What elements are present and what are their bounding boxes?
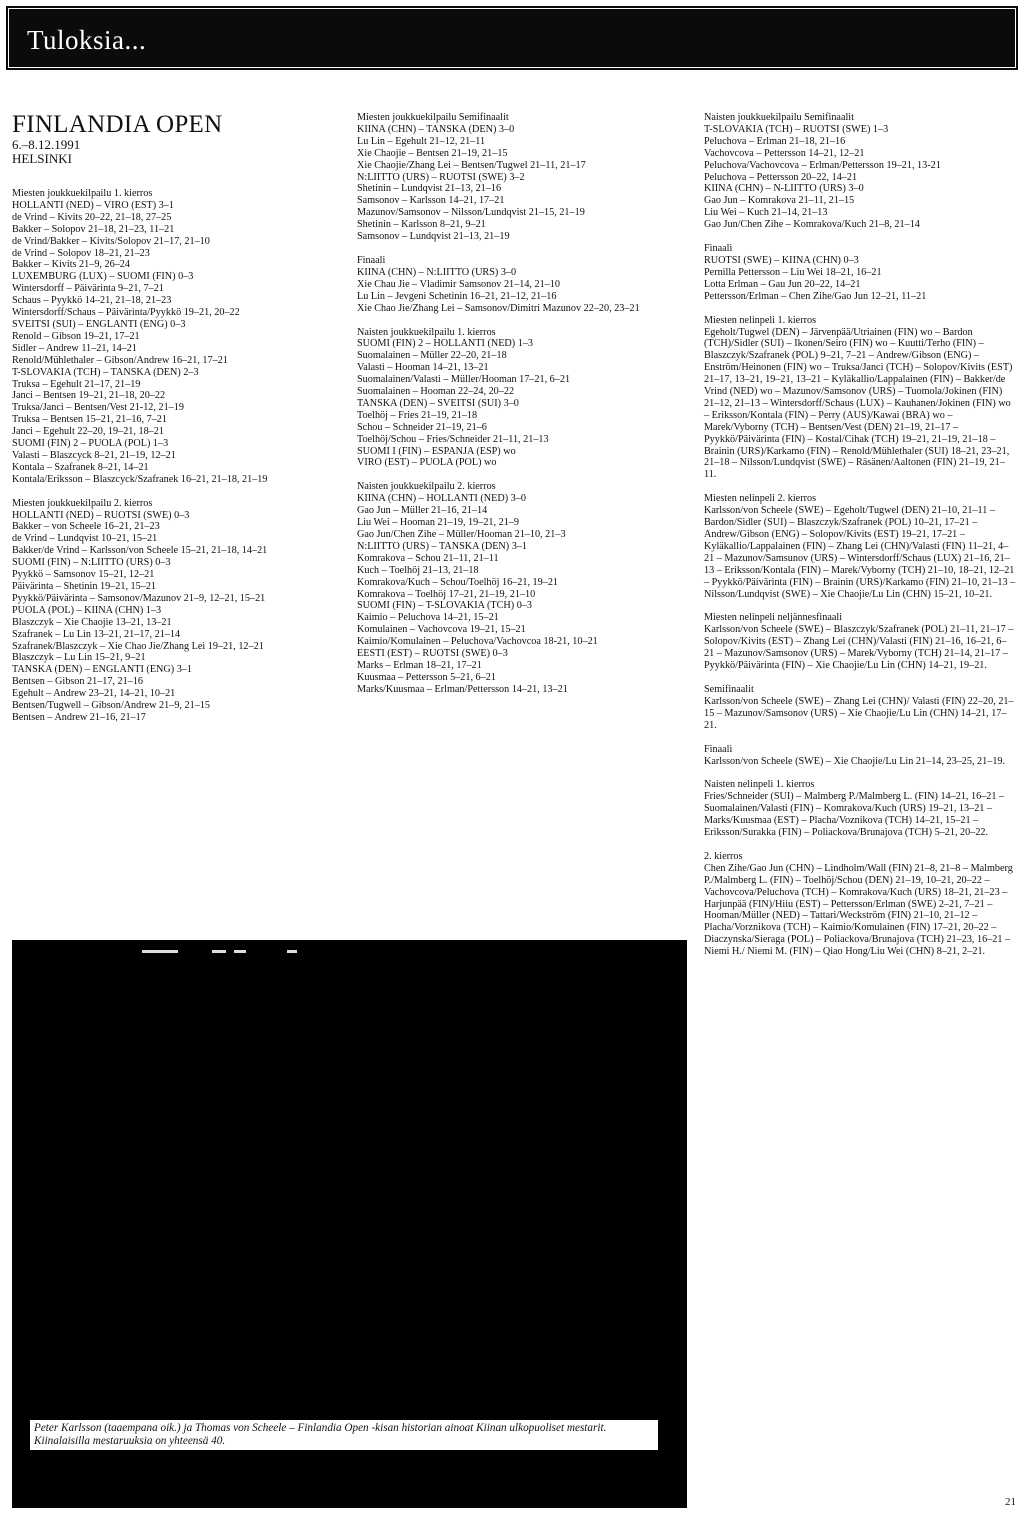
result-line: KIINA (CHN) – N:LIITTO (URS) 3–0 xyxy=(357,266,517,278)
result-line: Lu Lin – Jevgeni Schetinin 16–21, 21–12, 21–16 xyxy=(357,290,557,302)
result-line: de Vrind – Lundqvist 10–21, 15–21 xyxy=(12,533,158,545)
result-line: Komrakova – Toelhöj 17–21, 21–19, 21–10 xyxy=(357,588,536,600)
result-line: de Vrind/Bakker – Kivits/Solopov 21–17, 21–10 xyxy=(12,235,210,247)
result-line: Kontala/Eriksson – Blaszcyck/Szafranek 16–21, 21–18, 21–19 xyxy=(12,473,268,485)
result-line: Samsonov – Karlsson 14–21, 17–21 xyxy=(357,195,505,207)
result-line: Valasti – Hooman 14–21, 13–21 xyxy=(357,362,489,374)
result-line: Truksa – Bentsen 15–21, 21–16, 7–21 xyxy=(12,414,167,426)
result-line: Suomalainen – Müller 22–20, 21–18 xyxy=(357,350,507,362)
result-line: Komulainen – Vachovcova 19–21, 15–21 xyxy=(357,624,526,636)
result-line: Komrakova – Schou 21–11, 21–11 xyxy=(357,552,499,564)
result-line: Bakker – Kivits 21–9, 26–24 xyxy=(12,259,130,271)
photo-speck xyxy=(142,950,178,953)
result-line: Valasti – Blaszcyck 8–21, 21–19, 12–21 xyxy=(12,449,176,461)
result-line: Pyykkö/Päivärinta – Samsonov/Mazunov 21–9, 12–21, 15–21 xyxy=(12,592,266,604)
result-line: Egeholt/Tugwel (DEN) – Järvenpää/Utriainen (FIN) wo – Bardon (TCH)/Sidler (SUI) – Ikonen/Seiro (FIN) wo – Kuutti/Terho (FIN) – Blaszczyk/Szafranek (POL) 9–21, 7–21 – Andrew/Gibson (ENG) – Enström/Heinonen (FIN) wo – Truksa/Janci (TCH) – Solopov/Kivits (EST) 21–17, 13–21, 19–21, 13–21 – Kyläkallio/Lappalainen (FIN) – Bakker/de Vrind (NED) wo – Mazunov/Samsonov (URS) – Tuomola/Jokinen (FIN) 21–12, 21–13 – Wintersdorff/Schaus (LUX) – Kauhanen/Jokinen (FIN) wo – Eriksson/Kontala (FIN) – Perry (AUS)/Kawai (BRA) wo – Marek/Vyborny (TCH) – Bentsen/Vest (DEN) 21–19, 21–17 – Pyykkö/Päivärinta (FIN) – Kostal/Cihak (TCH) 19–21, 21–19, 21–18 – Brainin (URS)/Karkamo (FIN) – Renold/Mühlethaler (SUI) 18–21, 23–21, 21–18 – Nilsson/Lundqvist (SWE) – Räsänen/Aaltonen (FIN) 21–19, 21–11. xyxy=(704,326,1013,481)
results-section xyxy=(357,112,677,243)
result-line: Suomalainen – Hooman 22–24, 20–22 xyxy=(357,386,515,398)
result-line: Suomalainen/Valasti – Müller/Hooman 17–21, 6–21 xyxy=(357,374,571,386)
result-line: Kaimio – Peluchova 14–21, 15–21 xyxy=(357,612,499,624)
result-line: Schaus – Pyykkö 14–21, 21–18, 21–23 xyxy=(12,295,172,307)
result-line: Vachovcova – Pettersson 14–21, 12–21 xyxy=(704,147,865,159)
results-column-2 xyxy=(357,112,677,696)
result-line: Kaimio/Komulainen – Peluchova/Vachovcoa 18-21, 10–21 xyxy=(357,636,598,648)
result-line: RUOTSI (SWE) – KIINA (CHN) 0–3 xyxy=(704,254,859,266)
result-line: N:LIITTO (URS) – TANSKA (DEN) 3–1 xyxy=(357,540,528,552)
result-line: Päivärinta – Shetinin 19–21, 15–21 xyxy=(12,581,157,592)
section-title: 2. kierros xyxy=(704,850,743,862)
result-line: Blaszczyk – Xie Chaojie 13–21, 13–21 xyxy=(12,616,172,628)
results-section xyxy=(704,851,1016,958)
results-section xyxy=(704,684,1016,732)
section-title: Naisten joukkuekilpailu Semifinaalit xyxy=(704,112,854,123)
col1-sections xyxy=(12,188,330,724)
result-line: SUOMI (FIN) 2 – PUOLA (POL) 1–3 xyxy=(12,438,169,450)
result-line: Schou – Schneider 21–19, 21–6 xyxy=(357,421,487,433)
results-section xyxy=(704,243,1016,303)
results-column-1 xyxy=(12,112,330,724)
result-line: LUXEMBURG (LUX) – SUOMI (FIN) 0–3 xyxy=(12,271,194,283)
results-section xyxy=(704,779,1016,839)
result-line: Peluchova/Vachovcova – Erlman/Pettersson 19–21, 13-21 xyxy=(704,159,941,171)
result-line: Karlsson/von Scheele (SWE) – Egeholt/Tugwel (DEN) 21–10, 21–11 – Bardon/Sidler (SUI) – Blaszczyk/Szafranek (POL) 10–21, 17–21 – Andrew/Gibson (ENG) – Solopov/Kivits (EST) 19–21, 17–21 – Kyläkallio/Lappalainen (FIN) – Zhang Lei (CHN)/Valasti (FIN) 11–21, 4–21 – Mazunov/Samsunov (URS) – Wintersdorff/Schaus (LUX) 21–16, 21–13 – Eriksson/Kontala (FIN) – Marek/Vyborny (TCH) 21–10, 18–21, 12–21 – Pyykkö/Päivärinta (FIN) – Brainin (URS)/Karkamo (FIN) 21–10, 21–13 – Nilsson/Lundqvist (SWE) – Xie Chaojie/Lu Lin (CHN) 15–21, 10–21. xyxy=(704,505,1016,600)
section-title: Semifinaalit xyxy=(704,683,754,695)
page-number: 21 xyxy=(1005,1496,1016,1508)
results-section xyxy=(704,612,1016,672)
photo-speck xyxy=(287,950,297,953)
result-line: KIINA (CHN) – N-LIITTO (URS) 3–0 xyxy=(704,183,864,195)
result-line: Wintersdorff – Päivärinta 9–21, 7–21 xyxy=(12,283,164,295)
result-line: Liu Wei – Kuch 21–14, 21–13 xyxy=(704,207,828,219)
result-line: SUOMI (FIN) – T-SLOVAKIA (TCH) 0–3 xyxy=(357,600,532,612)
result-line: Lotta Erlman – Gau Jun 20–22, 14–21 xyxy=(704,278,861,290)
section-title: Miesten joukkuekilpailu 1. kierros xyxy=(12,188,153,199)
result-line: Szafranek/Blaszczyk – Xie Chao Jie/Zhang Lei 19–21, 12–21 xyxy=(12,640,264,652)
result-line: Xie Chaojie/Zhang Lei – Bentsen/Tugwel 21–11, 21–17 xyxy=(357,159,586,171)
result-line: TANSKA (DEN) – ENGLANTI (ENG) 3–1 xyxy=(12,664,192,676)
results-section xyxy=(704,493,1016,600)
results-section xyxy=(357,481,677,695)
result-line: Karlsson/von Scheele (SWE) – Blaszczyk/Szafranek (POL) 21–11, 21–17 – Solopov/Kivits (EST) – Zhang Lei (CHN)/Valasti (FIN) 21–16, 16–21, 6–21 – Mazunov/Samsonov (URS) – Marek/Vyborny (TCH) 21–14, 21–17 – Pyykkö/Päivärinta (FIN) – Xie Chaojie/Lu Lin (CHN) 14–21, 19–21. xyxy=(704,624,1014,672)
result-line: TANSKA (DEN) – SVEITSI (SUI) 3–0 xyxy=(357,397,519,409)
results-section xyxy=(704,744,1016,768)
result-line: de Vrind – Kivits 20–22, 21–18, 27–25 xyxy=(12,211,172,223)
result-line: Renold/Mühlethaler – Gibson/Andrew 16–21, 17–21 xyxy=(12,354,228,366)
page-header xyxy=(8,8,1016,68)
result-line: Karlsson/von Scheele (SWE) – Zhang Lei (CHN)/ Valasti (FIN) 22–20, 21–15 – Mazunov/Samsonov (URS) – Xie Chaojie/Lu Lin (CHN) 14–21, 17–21. xyxy=(704,695,1014,731)
result-line: Bentsen – Gibson 21–17, 21–16 xyxy=(12,676,144,688)
result-line: Gao Jun/Chen Zihe – Komrakova/Kuch 21–8, 21–14 xyxy=(704,219,920,231)
result-line: Gao Jun – Müller 21–16, 21–14 xyxy=(357,505,488,517)
section-title: Miesten nelinpeli 2. kierros xyxy=(704,493,817,505)
result-line: Truksa – Egehult 21–17, 21–19 xyxy=(12,378,141,390)
results-column-3 xyxy=(704,112,1016,958)
result-line: HOLLANTI (NED) – VIRO (EST) 3–1 xyxy=(12,199,174,211)
result-line: Kontala – Szafranek 8–21, 14–21 xyxy=(12,461,149,473)
result-line: EESTI (EST) – RUOTSI (SWE) 0–3 xyxy=(357,648,508,660)
result-line: Pyykkö – Samsonov 15–21, 12–21 xyxy=(12,569,155,581)
result-line: Gao Jun/Chen Zihe – Müller/Hooman 21–10, 21–3 xyxy=(357,529,566,540)
result-line: Toelhöj/Schou – Fries/Schneider 21–11, 21–13 xyxy=(357,433,549,445)
result-line: Truksa/Janci – Bentsen/Vest 21-12, 21–19 xyxy=(12,402,184,414)
result-line: N:LIITTO (URS) – RUOTSI (SWE) 3–2 xyxy=(357,171,525,183)
result-line: de Vrind – Solopov 18–21, 21–23 xyxy=(12,247,150,259)
result-line: Kuusmaa – Pettersson 5–21, 6–21 xyxy=(357,671,496,683)
photo-speck xyxy=(234,950,246,953)
photo xyxy=(12,940,687,1508)
section-title: Finaali xyxy=(704,743,733,755)
result-line: Xie Chau Jie – Vladimir Samsonov 21–14, 21–10 xyxy=(357,278,560,290)
result-line: T-SLOVAKIA (TCH) – RUOTSI (SWE) 1–3 xyxy=(704,123,889,135)
results-section xyxy=(704,315,1016,482)
result-line: Bentsen/Tugwell – Gibson/Andrew 21–9, 21–15 xyxy=(12,700,210,712)
result-line: Gao Jun – Komrakova 21–11, 21–15 xyxy=(704,195,855,207)
section-title: Miesten joukkuekilpailu Semifinaalit xyxy=(357,112,509,123)
results-section xyxy=(357,255,677,315)
tournament-city: HELSINKI xyxy=(12,151,72,166)
result-line: SUOMI (FIN) – N:LIITTO (URS) 0–3 xyxy=(12,557,171,569)
result-line: SUOMI I (FIN) – ESPANJA (ESP) wo xyxy=(357,445,516,457)
results-section xyxy=(357,327,677,470)
result-line: Szafranek – Lu Lin 13–21, 21–17, 21–14 xyxy=(12,628,181,640)
result-line: Sidler – Andrew 11–21, 14–21 xyxy=(12,342,137,354)
result-line: Marks – Erlman 18–21, 17–21 xyxy=(357,659,482,671)
section-title: Naisten joukkuekilpailu 1. kierros xyxy=(357,326,496,338)
result-line: Toelhöj – Fries 21–19, 21–18 xyxy=(357,409,478,421)
result-line: SUOMI (FIN) 2 – HOLLANTI (NED) 1–3 xyxy=(357,338,533,350)
result-line: Kuch – Toelhöj 21–13, 21–18 xyxy=(357,564,479,576)
header-title: Tuloksia... xyxy=(27,25,147,55)
result-line: Marks/Kuusmaa – Erlman/Pettersson 14–21, 13–21 xyxy=(357,683,568,695)
result-line: Blaszczyk – Lu Lin 15–21, 9–21 xyxy=(12,652,146,664)
results-section xyxy=(12,498,330,724)
section-title: Finaali xyxy=(357,254,386,266)
result-line: Bakker/de Vrind – Karlsson/von Scheele 15–21, 21–18, 14–21 xyxy=(12,545,268,557)
results-section xyxy=(12,188,330,486)
result-line: Liu Wei – Hooman 21–19, 19–21, 21–9 xyxy=(357,517,519,529)
result-line: Pernilla Pettersson – Liu Wei 18–21, 16–21 xyxy=(704,266,882,278)
result-line: T-SLOVAKIA (TCH) – TANSKA (DEN) 2–3 xyxy=(12,366,199,378)
result-line: Xie Chaojie – Bentsen 21–19, 21–15 xyxy=(357,147,508,159)
section-title: Naisten joukkuekilpailu 2. kierros xyxy=(357,481,496,493)
result-line: VIRO (EST) – PUOLA (POL) wo xyxy=(357,457,497,469)
tournament-title: FINLANDIA OPEN xyxy=(12,111,223,138)
result-line: PUOLA (POL) – KIINA (CHN) 1–3 xyxy=(12,604,162,616)
result-line: Wintersdorff/Schaus – Päivärinta/Pyykkö 19–21, 20–22 xyxy=(12,307,240,319)
section-title: Miesten nelinpeli 1. kierros xyxy=(704,314,817,326)
result-line: Lu Lin – Egehult 21–12, 21–11 xyxy=(357,135,486,147)
result-line: HOLLANTI (NED) – RUOTSI (SWE) 0–3 xyxy=(12,509,190,521)
result-line: SVEITSI (SUI) – ENGLANTI (ENG) 0–3 xyxy=(12,318,186,330)
results-section xyxy=(704,112,1016,231)
result-line: KIINA (CHN) – HOLLANTI (NED) 3–0 xyxy=(357,493,526,505)
col3-sections xyxy=(704,112,1016,958)
result-line: Bakker – von Scheele 16–21, 21–23 xyxy=(12,521,160,533)
result-line: Komrakova/Kuch – Schou/Toelhöj 16–21, 19–21 xyxy=(357,576,559,588)
section-title: Miesten joukkuekilpailu 2. kierros xyxy=(12,497,153,509)
result-line: Peluchova – Erlman 21–18, 21–16 xyxy=(704,135,846,147)
result-line: Shetinin – Lundqvist 21–13, 21–16 xyxy=(357,183,502,195)
result-line: Shetinin – Karlsson 8–21, 9–21 xyxy=(357,219,486,231)
section-title: Miesten nelinpeli neljännesfinaali xyxy=(704,612,843,624)
photo-caption: Peter Karlsson (taaempana oik.) ja Thomas von Scheele – Finlandia Open -kisan historian ainoat Kiinan ulkopuoliset mestarit. Kiinalaisilla mestaruuksia on yhteensä 40. xyxy=(30,1420,658,1450)
section-title: Finaali xyxy=(704,243,733,255)
result-line: Janci – Bentsen 19–21, 21–18, 20–22 xyxy=(12,390,166,402)
result-line: Karlsson/von Scheele (SWE) – Xie Chaojie/Lu Lin 21–14, 23–25, 21–19. xyxy=(704,755,1006,767)
result-line: Bakker – Solopov 21–18, 21–23, 11–21 xyxy=(12,223,175,235)
result-line: Peluchova – Pettersson 20–22, 14–21 xyxy=(704,171,858,183)
col2-sections xyxy=(357,112,677,696)
result-line: Xie Chao Jie/Zhang Lei – Samsonov/Dimitri Mazunov 22–20, 23–21 xyxy=(357,302,640,314)
result-line: Janci – Egehult 22–20, 19–21, 18–21 xyxy=(12,426,164,438)
result-line: Bentsen – Andrew 21–16, 21–17 xyxy=(12,711,146,723)
tournament-date: 6.–8.12.1991 xyxy=(12,137,81,152)
result-line: Mazunov/Samsonov – Nilsson/Lundqvist 21–15, 21–19 xyxy=(357,207,585,219)
result-line: Fries/Schneider (SUI) – Malmberg P./Malmberg L. (FIN) 14–21, 16–21 – Suomalainen/Valasti (FIN) – Komrakova/Kuch (URS) 19–21, 13–21 – Marks/Kuusmaa (EST) – Placha/Voznikova (TCH) 14–21, 15–21 – Eriksson/Surakka (FIN) – Poliackova/Brunajova (TCH) 5–21, 20–22. xyxy=(704,791,1005,839)
result-line: Chen Zihe/Gao Jun (CHN) – Lindholm/Wall (FIN) 21–8, 21–8 – Malmberg P./Malmberg L. (FIN) – Toelhöj/Schou (DEN) 21–19, 10–21, 20–22 – Vachovcova/Peluchova (TCH) – Komrakova/Kuch (URS) 18–21, 21–23 – Harjunpää (FIN)/Hiiu (EST) – Pettersson/Erlman (SWE) 2–21, 7–21 – Hooman/Müller (NED) – Tattari/Weckström (FIN) 21–10, 21–12 – Placha/Vorznikova (TCH) – Kaimio/Komulainen (FIN) 17–21, 20–22 – Diaczynska/Sieraga (POL) – Poliackova/Brunajova (TCH) 21–23, 16–21 – Niemi H./ Niemi M. (FIN) – Qiao Hong/Liu Wei (CHN) 8–21, 2–21. xyxy=(704,862,1013,958)
result-line: Renold – Gibson 19–21, 17–21 xyxy=(12,330,140,342)
result-line: Samsonov – Lundqvist 21–13, 21–19 xyxy=(357,231,510,243)
result-line: KIINA (CHN) – TANSKA (DEN) 3–0 xyxy=(357,123,515,135)
result-line: Egehult – Andrew 23–21, 14–21, 10–21 xyxy=(12,688,176,700)
section-title: Naisten nelinpeli 1. kierros xyxy=(704,779,815,791)
result-line: Pettersson/Erlman – Chen Zihe/Gao Jun 12–21, 11–21 xyxy=(704,290,927,302)
photo-speck xyxy=(212,950,226,953)
